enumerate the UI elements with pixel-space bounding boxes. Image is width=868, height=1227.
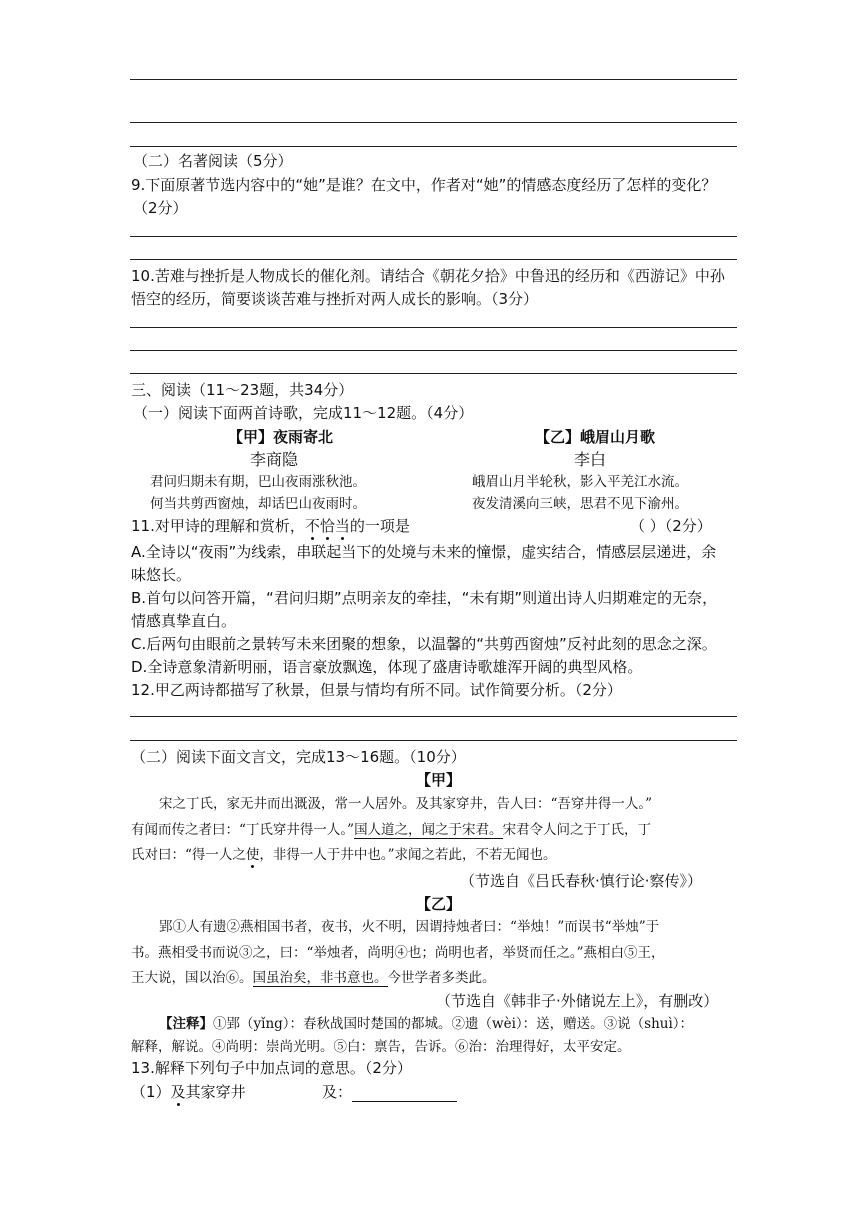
question-13: 13.解释下列句子中加点词的意思。（2分） [131, 1059, 412, 1077]
text-b-source: （节选自《韩非子·外储说左上》，有删改） [436, 992, 719, 1010]
emphasis-char: 使 [245, 847, 260, 863]
text-b-line3-post: 今世学者多类此。 [387, 970, 496, 986]
question-12: 12.甲乙两诗都描写了秋景，但景与情均有所不同。试作简要分析。（2分） [131, 681, 622, 699]
answer-line[interactable] [130, 327, 737, 328]
text-a-line1: 宋之丁氏，家无井而出溉汲，常一人居外。及其家穿井，告人曰：“吾穿井得一人。” [159, 796, 653, 812]
option-b-line2: 情感真挚直白。 [131, 612, 237, 630]
answer-line[interactable] [130, 79, 737, 80]
answer-label: 及： [322, 1083, 353, 1101]
poem-b-title: 【乙】峨眉山月歌 [535, 428, 656, 446]
text-b-line3 [131, 968, 496, 988]
answer-line[interactable] [130, 146, 737, 147]
question-11-answer-slot[interactable]: （ ）（2分） [630, 517, 712, 535]
emphasis-char: 不 [304, 517, 320, 535]
question-9-line1: 9.下面原著节选内容中的“她”是谁？在文中，作者对“她”的情感态度经历了怎样的变化？ [131, 176, 717, 194]
question-11-stem-pre: 11.对甲诗的理解和赏析， [131, 517, 305, 535]
text-b-line3-pre: 王大说，国以治⑥。 [131, 970, 253, 986]
famous-books-heading: （二）名著阅读（5分） [133, 152, 293, 170]
poems-heading: （一）阅读下面两首诗歌，完成11～12题。（4分） [133, 404, 474, 422]
notes-line1 [159, 1014, 693, 1034]
poem-b-author: 李白 [574, 450, 607, 469]
question-13-1-pre: （1） [131, 1083, 171, 1101]
notes-text: ①郢（yǐng）：春秋战国时楚国的都城。②遗（wèi）：送，赠送。③说（shuì）： [213, 1016, 694, 1032]
text-a-line3 [131, 845, 557, 865]
poem-a-line1: 君问归期未有期，巴山夜雨涨秋池。 [150, 474, 366, 490]
notes-label: 【注释】 [159, 1016, 213, 1032]
question-13-1-answer [322, 1082, 457, 1102]
notes-line2: 解释，解说。④尚明：崇尚光明。⑤白：禀告，告诉。⑥治：治理得好，太平安定。 [131, 1039, 631, 1055]
answer-line[interactable] [130, 350, 737, 351]
text-a-line3-post: ，非得一人于井中也。”求闻之若此，不若无闻也。 [259, 847, 557, 863]
answer-line[interactable] [130, 373, 737, 374]
question-10-line1: 10.苦难与挫折是人物成长的催化剂。请结合《朝花夕拾》中鲁迅的经历和《西游记》中孙 [131, 267, 725, 285]
emphasis-char: 及 [170, 1083, 186, 1101]
poem-b-line1: 峨眉山月半轮秋，影入平羌江水流。 [472, 474, 688, 490]
poem-a-title: 【甲】夜雨寄北 [228, 428, 334, 446]
emphasis-char: 当 [334, 517, 350, 535]
underlined-sentence: 国人道之，闻之于宋君。 [354, 822, 503, 838]
question-9-line2: （2分） [133, 199, 188, 217]
option-a-line1: A.全诗以“夜雨”为线索，串联起当下的处境与未来的憧憬，虚实结合，情感层层递进，余 [131, 543, 717, 561]
classical-heading: （二）阅读下面文言文，完成13～16题。（10分） [131, 748, 466, 766]
text-a-label: 【甲】 [416, 771, 462, 789]
text-b-line2: 书。燕相受书而说③之，曰：“举烛者，尚明④也；尚明也者，举贤而任之。”燕相白⑤王， [131, 945, 665, 961]
text-b-label: 【乙】 [416, 895, 462, 913]
option-b-line1: B.首句以问答开篇，“君问归期”点明亲友的牵挂，“未有期”则道出诗人归期难定的无奈， [131, 589, 718, 607]
text-a-line3-pre: 氏对曰：“得一人之 [131, 847, 246, 863]
text-a-source: （节选自《吕氏春秋·慎行论·察传》） [460, 872, 703, 890]
option-a-line2: 味悠长。 [131, 566, 192, 584]
option-c: C.后两句由眼前之景转写未来团聚的想象，以温馨的“共剪西窗烛”反衬此刻的思念之深。 [131, 635, 717, 653]
text-a-line2-post: 宋君令人问之于丁氏，丁 [502, 822, 652, 838]
poem-b-line2: 夜发清溪向三峡，思君不见下渝州。 [472, 496, 688, 512]
question-13-1 [131, 1082, 246, 1102]
answer-line[interactable] [130, 236, 737, 237]
answer-line[interactable] [130, 259, 737, 260]
option-d: D.全诗意象清新明丽，语言豪放飘逸，体现了盛唐诗歌雄浑开阔的典型风格。 [131, 658, 643, 676]
emphasis-char: 恰 [319, 517, 335, 535]
poem-a-author: 李商隐 [250, 450, 299, 469]
question-11-stem-post: 的一项是 [349, 517, 410, 535]
text-b-line1: 郢①人有遗②燕相国书者，夜书，火不明，因谓持烛者曰：“举烛！”而误书“举烛”于 [159, 919, 660, 935]
answer-line[interactable] [130, 740, 737, 741]
answer-line[interactable] [130, 716, 737, 717]
text-a-line2 [131, 820, 651, 840]
question-13-1-post: 其家穿井 [185, 1083, 246, 1101]
answer-line[interactable] [130, 122, 737, 123]
reading-section-title: 三、阅读（11～23题，共34分） [131, 381, 354, 399]
question-10-line2: 悟空的经历，简要谈谈苦难与挫折对两人成长的影响。（3分） [131, 290, 539, 308]
answer-blank[interactable] [352, 1085, 457, 1102]
poem-a-line2: 何当共剪西窗烛，却话巴山夜雨时。 [150, 496, 366, 512]
underlined-sentence: 国虽治矣，非书意也。 [252, 970, 388, 986]
text-a-line2-pre: 有闻而传之者曰：“丁氏穿井得一人。” [131, 822, 355, 838]
question-11-stem [131, 516, 410, 536]
